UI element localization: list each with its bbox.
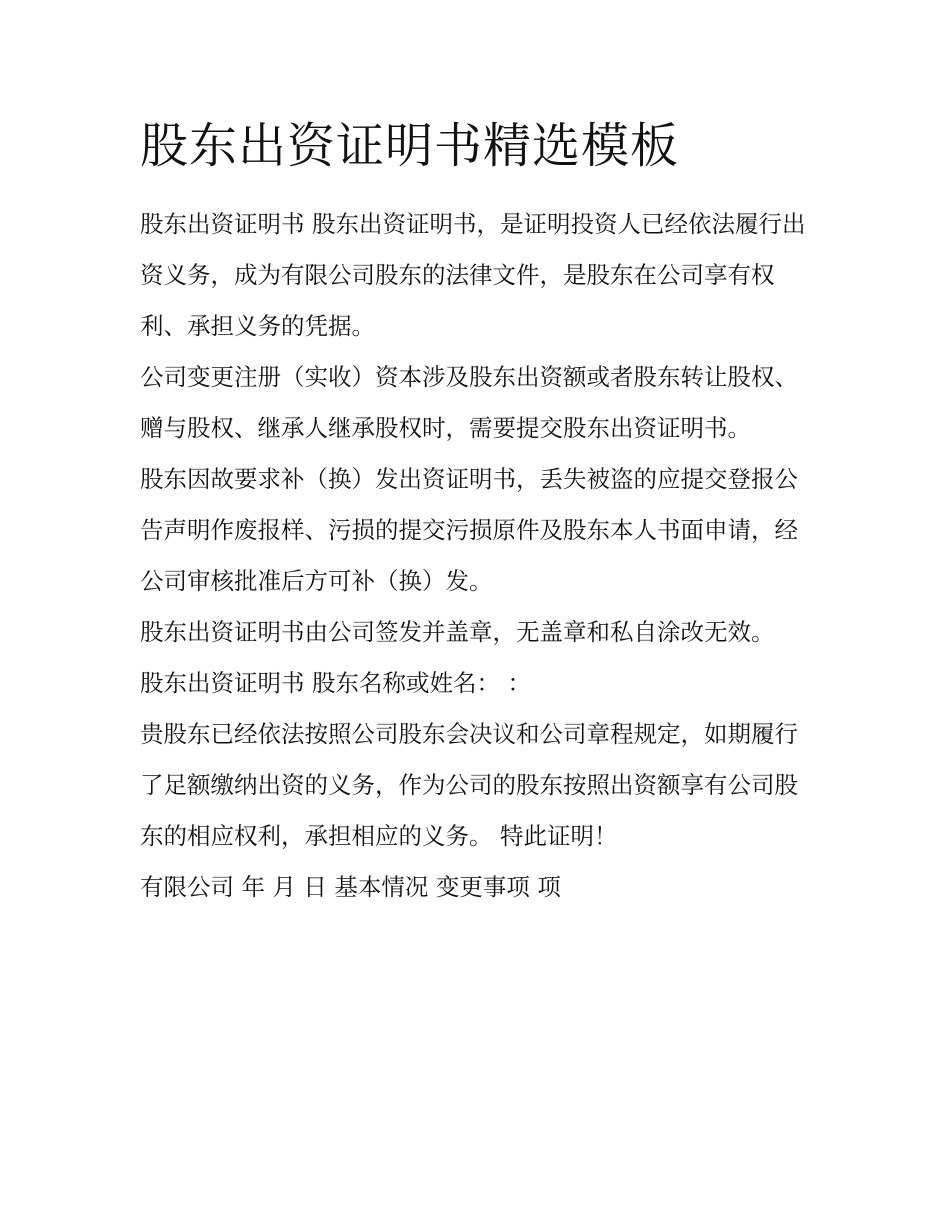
paragraph-footer-fields: 有限公司 年 月 日 基本情况 变更事项 项 bbox=[140, 873, 561, 901]
paragraph-validity: 股东出资证明书由公司签发并盖章，无盖章和私自涂改无效。 bbox=[140, 618, 775, 646]
document-title: 股东出资证明书精选模板 bbox=[140, 118, 680, 174]
paragraph-certification: 贵股东已经依法按照公司股东会决议和公司章程规定，如期履行了足额缴纳出资的义务，作为公司的股东按照出资额享有公司股东的相应权利，承担相应的义务。 特此证明！ bbox=[140, 720, 798, 850]
paragraph-change-registration: 公司变更注册（实收）资本涉及股东出资额或者股东转让股权、赠与股权、继承人继承股权时，需要提交股东出资证明书。 bbox=[140, 363, 798, 442]
paragraph-shareholder-name: 股东出资证明书 股东名称或姓名： ： bbox=[140, 669, 531, 697]
paragraph-intro: 股东出资证明书 股东出资证明书，是证明投资人已经依法履行出资义务，成为有限公司股东的法律文件，是股东在公司享有权利、承担义务的凭据。 bbox=[140, 210, 806, 340]
paragraph-reissue: 股东因故要求补（换）发出资证明书，丢失被盗的应提交登报公告声明作废报样、污损的提交污损原件及股东本人书面申请，经公司审核批准后方可补（换）发。 bbox=[140, 465, 798, 595]
document-body bbox=[140, 199, 816, 913]
